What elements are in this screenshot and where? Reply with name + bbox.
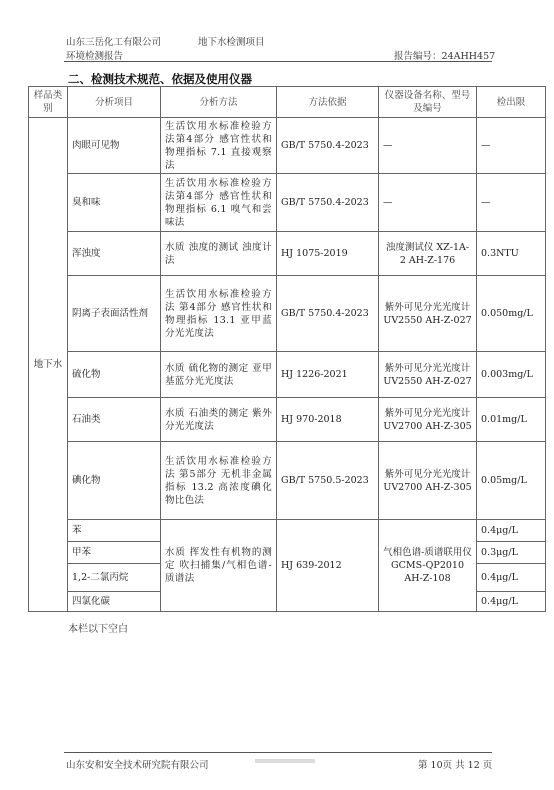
limit-cell: 0.050mg/L: [477, 276, 546, 352]
project-name: 地下水检测项目: [198, 37, 265, 48]
header-instrument: 仪器设备名称、型号及编号: [379, 87, 477, 118]
header-method: 分析方法: [161, 87, 277, 118]
instrument-cell: 紫外可见分光光度计 UV2700 AH-Z-305: [379, 442, 477, 520]
table-row: [29, 118, 546, 174]
limit-cell: 0.05mg/L: [477, 442, 546, 520]
method-cell: 生活饮用水标准检验方法第4部分 感官性状和物理指标 7.1 直接观察法: [161, 118, 277, 174]
limit-cell: 0.3NTU: [477, 232, 546, 276]
table-header-row: [29, 87, 546, 118]
header-category: 样品类别: [29, 87, 68, 118]
table-row: [29, 520, 546, 542]
limit-cell: 0.3μg/L: [477, 542, 546, 564]
method-cell: 生活饮用水标准检验方法 第5部分 无机非金属指标 13.2 高浓度碘化物比色法: [161, 442, 277, 520]
basis-cell: GB/T 5750.4-2023: [277, 118, 379, 174]
basis-cell: HJ 639-2012: [277, 520, 379, 612]
item-cell: 甲苯: [68, 542, 161, 564]
table-row: [29, 352, 546, 398]
item-cell: 苯: [68, 520, 161, 542]
header-rule: [64, 61, 492, 62]
item-cell: 臭和味: [68, 174, 161, 232]
instrument-cell: 紫外可见分光光度计 UV2550 AH-Z-027: [379, 276, 477, 352]
item-cell: 四氯化碳: [68, 592, 161, 612]
limit-cell: 0.4μg/L: [477, 564, 546, 592]
faint-stamp-mark: [255, 757, 315, 765]
item-cell: 浑浊度: [68, 232, 161, 276]
report-type: 环境检测报告: [66, 51, 124, 62]
item-cell: 1,2-二氯丙烷: [68, 564, 161, 592]
footer-rule: [64, 752, 492, 753]
limit-cell: —: [477, 118, 546, 174]
header-basis: 方法依据: [277, 87, 379, 118]
item-cell: 肉眼可见物: [68, 118, 161, 174]
table-row: [29, 442, 546, 520]
header-item: 分析项目: [68, 87, 161, 118]
method-cell: 水质 浊度的测试 浊度计法: [161, 232, 277, 276]
instrument-cell: —: [379, 118, 477, 174]
report-number: 报告编号：24AHH457: [394, 51, 496, 62]
institute-name: 山东安和安全技术研究院有限公司: [66, 760, 209, 771]
sample-category: 地下水: [29, 118, 68, 612]
limit-cell: —: [477, 174, 546, 232]
instrument-cell: 气相色谱-质谱联用仪 GCMS-QP2010 AH-Z-108: [379, 520, 477, 612]
basis-cell: GB/T 5750.4-2023: [277, 174, 379, 232]
test-methods-table: [28, 86, 546, 612]
item-cell: 碘化物: [68, 442, 161, 520]
method-cell: 生活饮用水标准检验方法 第4部分 感官性状和物理指标 13.1 亚甲蓝分光光度法: [161, 276, 277, 352]
basis-cell: GB/T 5750.4-2023: [277, 276, 379, 352]
item-cell: 硫化物: [68, 352, 161, 398]
method-cell: 水质 石油类的测定 紫外分光光度法: [161, 398, 277, 442]
blank-below-note: 本栏以下空白: [68, 624, 128, 635]
item-cell: 阴离子表面活性剂: [68, 276, 161, 352]
instrument-cell: —: [379, 174, 477, 232]
section-title: 二、检测技术规范、依据及使用仪器: [68, 72, 252, 86]
item-cell: 石油类: [68, 398, 161, 442]
header-limit: 检出限: [477, 87, 546, 118]
limit-cell: 0.4μg/L: [477, 520, 546, 542]
method-cell: 生活饮用水标准检验方法第4部分 感官性状和物理指标 6.1 嗅气和尝味法: [161, 174, 277, 232]
limit-cell: 0.003mg/L: [477, 352, 546, 398]
limit-cell: 0.4μg/L: [477, 592, 546, 612]
basis-cell: GB/T 5750.5-2023: [277, 442, 379, 520]
company-name: 山东三岳化工有限公司: [66, 37, 162, 48]
table-row: [29, 174, 546, 232]
table-row: [29, 398, 546, 442]
instrument-cell: 紫外可见分光光度计 UV2700 AH-Z-305: [379, 398, 477, 442]
instrument-cell: 浊度测试仪 XZ-1A-2 AH-Z-176: [379, 232, 477, 276]
basis-cell: HJ 1226-2021: [277, 352, 379, 398]
method-cell: 水质 挥发性有机物的测定 吹扫捕集/气相色谱-质谱法: [161, 520, 277, 612]
basis-cell: HJ 970-2018: [277, 398, 379, 442]
method-cell: 水质 硫化物的测定 亚甲基蓝分光光度法: [161, 352, 277, 398]
instrument-cell: 紫外可见分光光度计 UV2550 AH-Z-027: [379, 352, 477, 398]
basis-cell: HJ 1075-2019: [277, 232, 379, 276]
table-row: [29, 232, 546, 276]
limit-cell: 0.01mg/L: [477, 398, 546, 442]
table-row: [29, 276, 546, 352]
page-number: 第 10页 共 12 页: [418, 760, 493, 771]
